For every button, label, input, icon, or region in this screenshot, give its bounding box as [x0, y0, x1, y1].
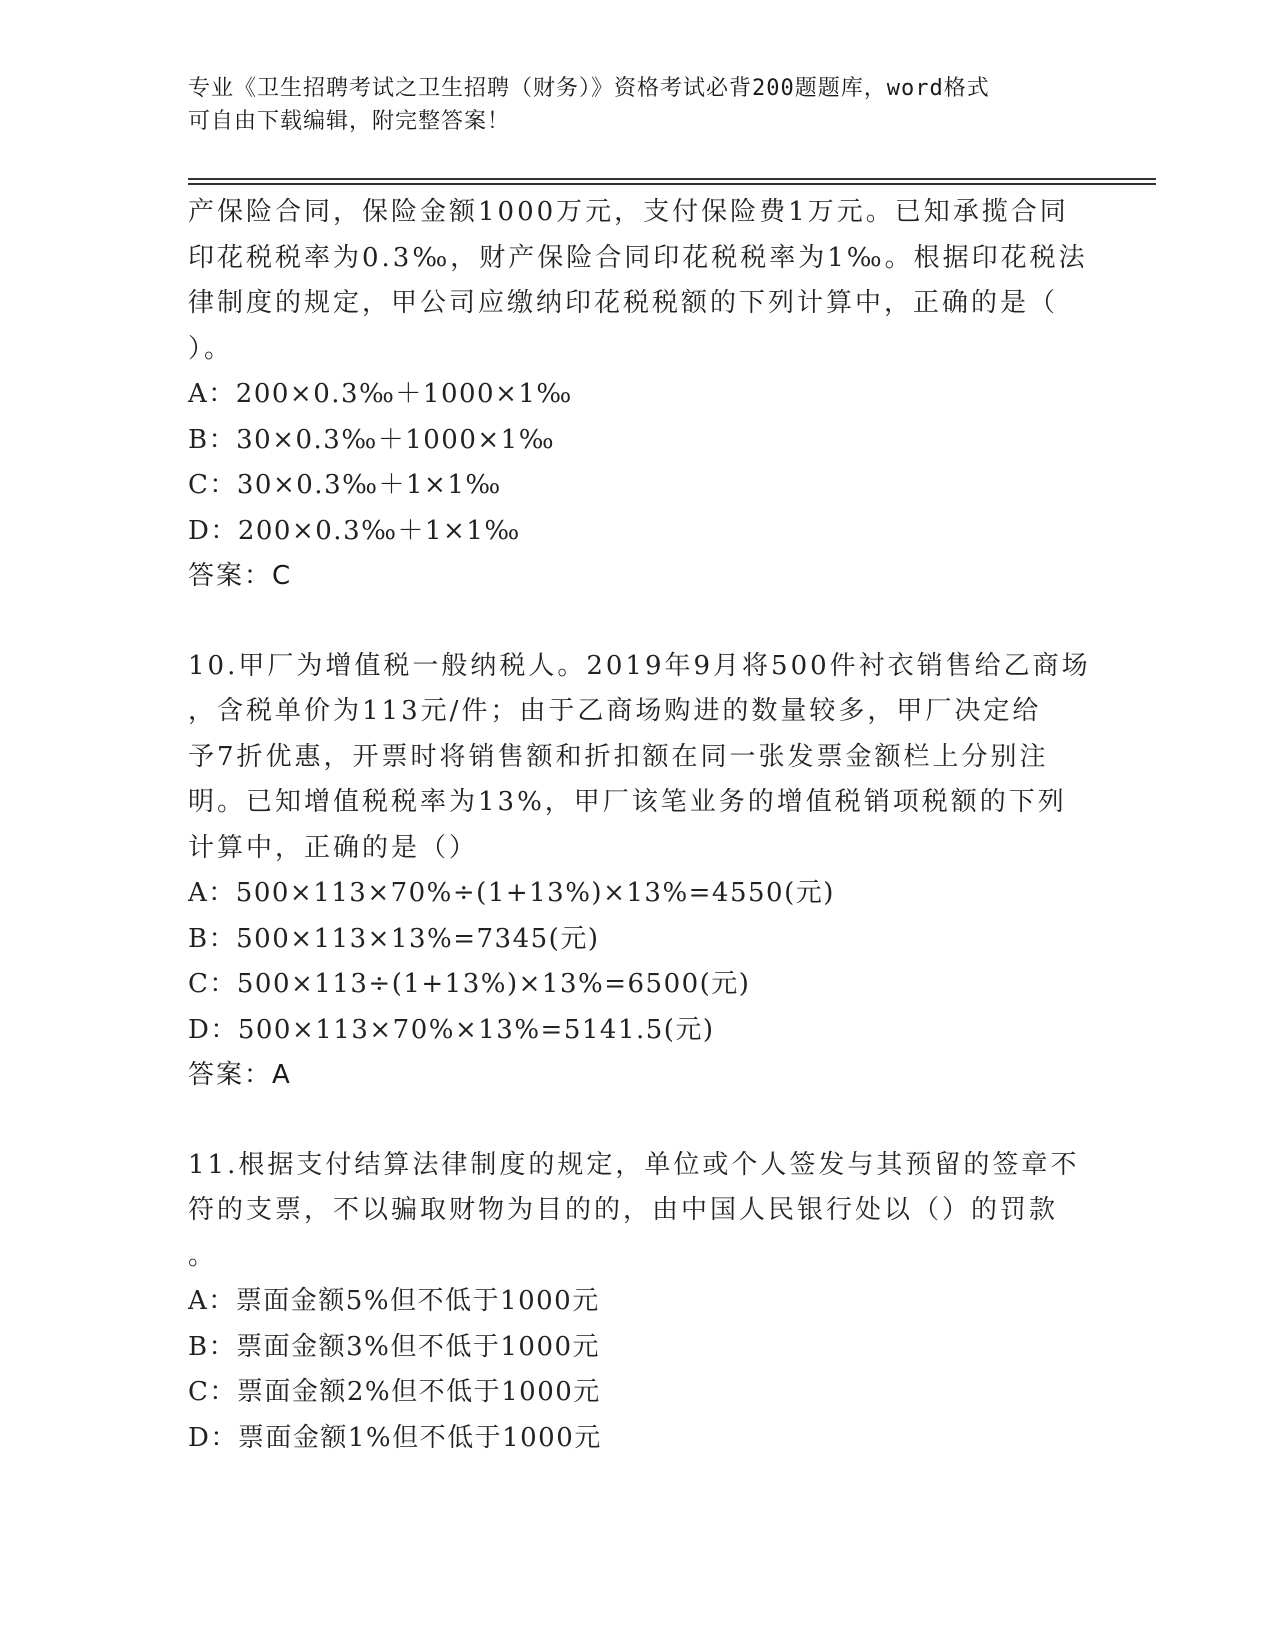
header-divider-top [188, 178, 1156, 180]
question-text-line: 印花税税率为0.3‰，财产保险合同印花税税率为1‰。根据印花税法 [188, 242, 1088, 273]
answer-label: 答案：C [188, 561, 293, 591]
document-header [188, 72, 1088, 138]
question-spacer [188, 600, 1118, 644]
option-c: C：票面金额2%但不低于1000元 [188, 1377, 601, 1407]
option-d: D：500×113×70%×13%=5141.5(元) [188, 1014, 715, 1045]
question-text-line: 计算中，正确的是（） [188, 832, 479, 863]
option-d: D：200×0.3‰＋1×1‰ [188, 515, 521, 546]
question-text-line: 律制度的规定，甲公司应缴纳印花税税额的下列计算中，正确的是（ [188, 288, 1059, 318]
document-body [188, 190, 1118, 1461]
option-a: A：票面金额5%但不低于1000元 [188, 1286, 600, 1316]
option-b: B：30×0.3‰＋1000×1‰ [188, 424, 556, 455]
option-a: A：500×113×70%÷(1+13%)×13%=4550(元) [188, 878, 835, 908]
option-d: D：票面金额1%但不低于1000元 [188, 1422, 602, 1453]
question-spacer [188, 1099, 1118, 1143]
question-text-line: 11.根据支付结算法律制度的规定，单位或个人签发与其预留的签章不 [188, 1149, 1080, 1180]
question-text-line: 产保险合同，保险金额1000万元，支付保险费1万元。已知承揽合同 [188, 197, 1069, 227]
option-b: B：票面金额3%但不低于1000元 [188, 1331, 601, 1362]
header-divider-bottom [188, 183, 1156, 185]
question-text-line: ，含税单价为113元/件；由于乙商场购进的数量较多，甲厂决定给 [188, 696, 1042, 726]
header-title-line-2: 可自由下载编辑，附完整答案！ [188, 109, 511, 134]
question-11 [188, 1143, 1118, 1462]
question-10 [188, 644, 1118, 1099]
option-c: C：500×113÷(1+13%)×13%=6500(元) [188, 969, 751, 999]
answer-label: 答案：A [188, 1060, 292, 1090]
question-text-line: 10.甲厂为增值税一般纳税人。2019年9月将500件衬衣销售给乙商场 [188, 650, 1091, 681]
option-a: A：200×0.3‰＋1000×1‰ [188, 379, 573, 409]
question-text-line: 明。已知增值税税率为13%，甲厂该笔业务的增值税销项税额的下列 [188, 787, 1067, 817]
header-title-line-1: 专业《卫生招聘考试之卫生招聘（财务）》资格考试必背200题题库，word格式 [188, 76, 990, 101]
question-9 [188, 190, 1118, 600]
question-text-line: 符的支票，不以骗取财物为目的的，由中国人民银行处以（）的罚款 [188, 1195, 1059, 1225]
option-c: C：30×0.3‰＋1×1‰ [188, 470, 502, 500]
option-b: B：500×113×13%=7345(元) [188, 923, 600, 954]
question-text-line: 。 [188, 1240, 218, 1271]
question-text-line: 予7折优惠，开票时将销售额和折扣额在同一张发票金额栏上分别注 [188, 741, 1049, 772]
question-text-line: ）。 [188, 333, 234, 364]
